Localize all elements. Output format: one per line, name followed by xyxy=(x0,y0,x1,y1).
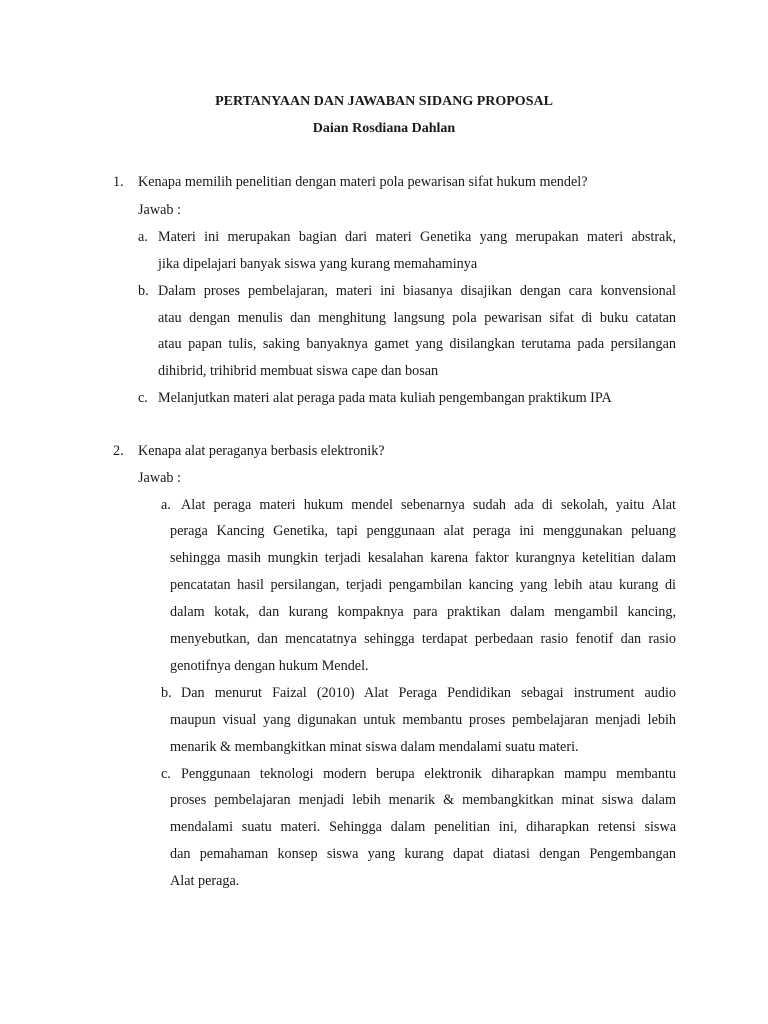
answer-line: peraga Kancing Genetika, tapi penggunaan alat peraga ini menggunakan peluang xyxy=(170,523,676,539)
answer-line: mendalami suatu materi. Sehingga dalam penelitian ini, diharapkan retensi siswa xyxy=(170,819,676,835)
question-text: Kenapa memilih penelitian dengan materi pola pewarisan sifat hukum mendel? xyxy=(138,174,588,190)
answer-line: Alat peraga. xyxy=(170,873,240,889)
question-number: 1. xyxy=(113,174,124,190)
answer-label: Jawab : xyxy=(138,470,181,486)
answer-line: dalam kotak, dan kurang kompaknya para praktikan dalam mengambil kancing, xyxy=(170,604,676,620)
answer-line: dihibrid, trihibrid membuat siswa cape dan bosan xyxy=(158,363,439,379)
answer-marker: a. xyxy=(138,229,148,245)
answer-marker: b. xyxy=(138,283,149,299)
answer-line: menyebutkan, dan mencatatnya sehingga terdapat perbedaan rasio fenotif dan rasio xyxy=(170,631,676,647)
answer-label: Jawab : xyxy=(138,202,181,218)
document-title: PERTANYAAN DAN JAWABAN SIDANG PROPOSAL xyxy=(215,94,553,109)
document-author: Daian Rosdiana Dahlan xyxy=(312,121,456,136)
answer-marker: b. xyxy=(161,685,172,701)
answer-line: Alat peraga materi hukum mendel sebenarnya sudah ada di sekolah, yaitu Alat xyxy=(181,497,676,513)
answer-line: pencatatan hasil persilangan, terjadi pengambilan kancing yang lebih atau kurang di xyxy=(170,577,676,593)
answer-line: genotifnya dengan hukum Mendel. xyxy=(170,658,369,674)
answer-line: menarik & membangkitkan minat siswa dalam mendalami suatu materi. xyxy=(170,739,579,755)
answer-line: atau dengan menulis dan menghitung langsung pola pewarisan sifat di buku catatan xyxy=(158,310,676,326)
answer-line: Dalam proses pembelajaran, materi ini biasanya disajikan dengan cara konvensional xyxy=(158,283,676,299)
answer-line: dan pemahaman konsep siswa yang kurang dapat diatasi dengan Pengembangan xyxy=(170,846,676,862)
answer-line: sehingga masih mungkin terjadi kesalahan karena faktor kurangnya ketelitian dalam xyxy=(170,550,676,566)
answer-line: jika dipelajari banyak siswa yang kurang memahaminya xyxy=(158,256,478,272)
answer-marker: c. xyxy=(138,390,148,406)
answer-marker: a. xyxy=(161,497,171,513)
answer-marker: c. xyxy=(161,766,171,782)
answer-line: atau papan tulis, saking banyaknya gamet yang disilangkan terutama pada persilangan xyxy=(158,336,676,352)
answer-line: Melanjutkan materi alat peraga pada mata kuliah pengembangan praktikum IPA xyxy=(158,390,612,406)
question-number: 2. xyxy=(113,443,124,459)
answer-line: proses pembelajaran menjadi lebih menarik & membangkitkan minat siswa dalam xyxy=(170,792,676,808)
answer-line: Materi ini merupakan bagian dari materi Genetika yang merupakan materi abstrak, xyxy=(158,229,676,245)
answer-line: maupun visual yang digunakan untuk membantu proses pembelajaran menjadi lebih xyxy=(170,712,676,728)
answer-line: Penggunaan teknologi modern berupa elektronik diharapkan mampu membantu xyxy=(181,766,676,782)
question-text: Kenapa alat peraganya berbasis elektronik? xyxy=(138,443,385,459)
answer-line: Dan menurut Faizal (2010) Alat Peraga Pendidikan sebagai instrument audio xyxy=(181,685,676,701)
